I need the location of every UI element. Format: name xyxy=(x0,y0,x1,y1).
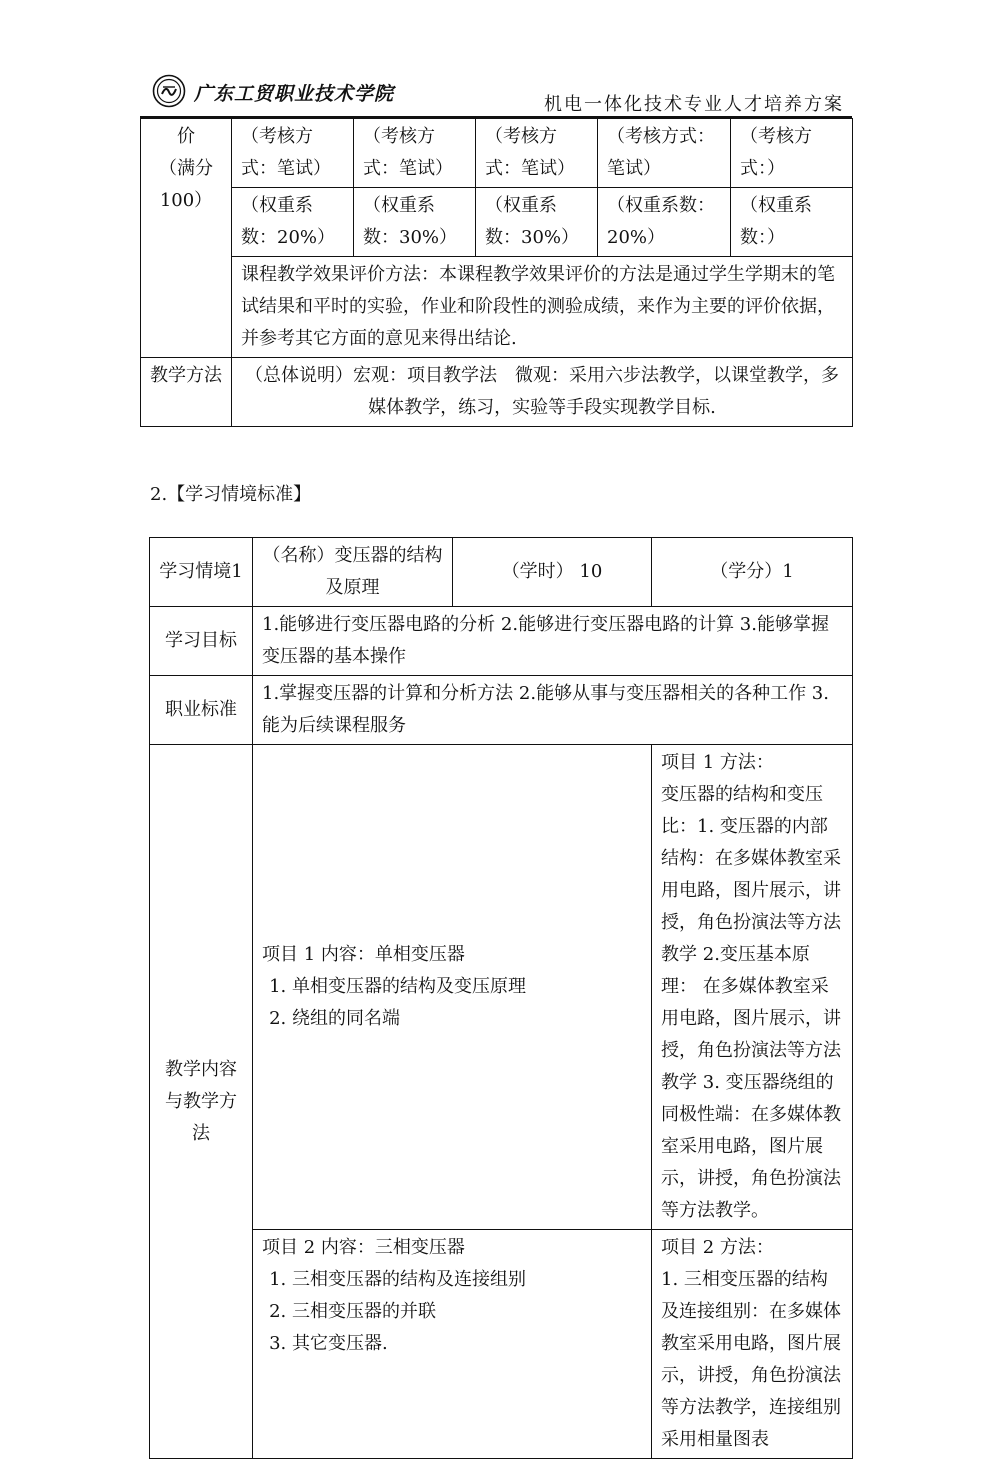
project1-method-title: 项目 1 方法： xyxy=(661,752,774,773)
list-item: 2. 三相变压器的并联 xyxy=(292,1296,642,1328)
evaluation-label-line: （满分 xyxy=(159,158,213,179)
situation-credits: （学分）1 xyxy=(652,538,853,607)
teaching-method-text: （总体说明）宏观：项目教学法 微观：采用六步法教学，以课堂教学，多媒体教学，练习，实验等手段实现教学目标. xyxy=(232,358,853,427)
situation-hours: （学时） 10 xyxy=(453,538,652,607)
project2-content-title: 项目 2 内容：三相变压器 xyxy=(262,1237,465,1258)
project1-method-text: 变压器的结构和变压比：1. 变压器的内部结构：在多媒体教室采用电路，图片展示，讲授，角色扮演法等方法教学 2.变压基本原理： 在多媒体教室采用电路，图片展示，讲授，角色扮演法等方法教学 3. 变压器绕组的同极性端：在多媒体教室采用电路，图片展示，讲授，角色扮演法等方法教学。 xyxy=(661,784,842,1221)
standard-text: 1.掌握变压器的计算和分析方法 2.能够从事与变压器相关的各种工作 3.能为后续课程服务 xyxy=(253,676,853,745)
project1-method xyxy=(652,745,853,1230)
learning-situation-table xyxy=(149,537,853,1459)
assessment-cell: （考核方式：笔试） xyxy=(232,119,354,188)
evaluation-table xyxy=(140,118,853,427)
assessment-cell: （考核方式：） xyxy=(731,119,853,188)
list-item: 2. 绕组的同名端 xyxy=(292,1003,642,1035)
project2-content-list xyxy=(262,1264,642,1360)
situation-name: （名称）变压器的结构及原理 xyxy=(253,538,453,607)
project2-method-title: 项目 2 方法： xyxy=(661,1237,774,1258)
document-title: 机电一体化技术专业人才培养方案 xyxy=(544,94,844,115)
project2-method-text: 1. 三相变压器的结构及连接组别：在多媒体教室采用电路，图片展示，讲授，角色扮演法等方法教学，连接组别采用相量图表 xyxy=(661,1269,842,1450)
project1-content-list xyxy=(262,971,642,1035)
assessment-cell: （考核方式：笔试） xyxy=(476,119,598,188)
content-label: 教学内容与教学方法 xyxy=(150,745,253,1459)
project1-content-title: 项目 1 内容：单相变压器 xyxy=(262,944,465,965)
teaching-method-label: 教学方法 xyxy=(141,358,232,427)
weight-cell: （权重系数：20%） xyxy=(598,188,731,257)
section-title: 2.【学习情境标准】 xyxy=(150,484,312,505)
weight-cell: （权重系数：） xyxy=(731,188,853,257)
list-item: 1. 单相变压器的结构及变压原理 xyxy=(292,971,642,1003)
situation-label: 学习情境1 xyxy=(150,538,253,607)
page-header xyxy=(140,70,852,116)
goal-text: 1.能够进行变压器电路的分析 2.能够进行变压器电路的计算 3.能够掌握变压器的基本操作 xyxy=(253,607,853,676)
school-name: 广东工贸职业技术学院 xyxy=(194,83,395,105)
evaluation-label-line: 100） xyxy=(159,190,213,211)
list-item: 1. 三相变压器的结构及连接组别 xyxy=(292,1264,642,1296)
weight-cell: （权重系数：20%） xyxy=(232,188,354,257)
project2-content xyxy=(253,1230,652,1459)
evaluation-label-line: 价 xyxy=(177,126,195,147)
standard-label: 职业标准 xyxy=(150,676,253,745)
weight-cell: （权重系数：30%） xyxy=(476,188,598,257)
project1-content xyxy=(253,745,652,1230)
evaluation-method-text: 课程教学效果评价方法：本课程教学效果评价的方法是通过学生学期末的笔试结果和平时的实验，作业和阶段性的测验成绩，来作为主要的评价依据，并参考其它方面的意见来得出结论. xyxy=(232,257,853,358)
assessment-cell: （考核方式：笔试） xyxy=(598,119,731,188)
list-item: 3. 其它变压器. xyxy=(292,1328,642,1360)
goal-label: 学习目标 xyxy=(150,607,253,676)
project2-method xyxy=(652,1230,853,1459)
assessment-cell: （考核方式：笔试） xyxy=(354,119,476,188)
evaluation-row-label xyxy=(141,119,232,358)
school-logo-icon xyxy=(152,74,186,108)
weight-cell: （权重系数：30%） xyxy=(354,188,476,257)
